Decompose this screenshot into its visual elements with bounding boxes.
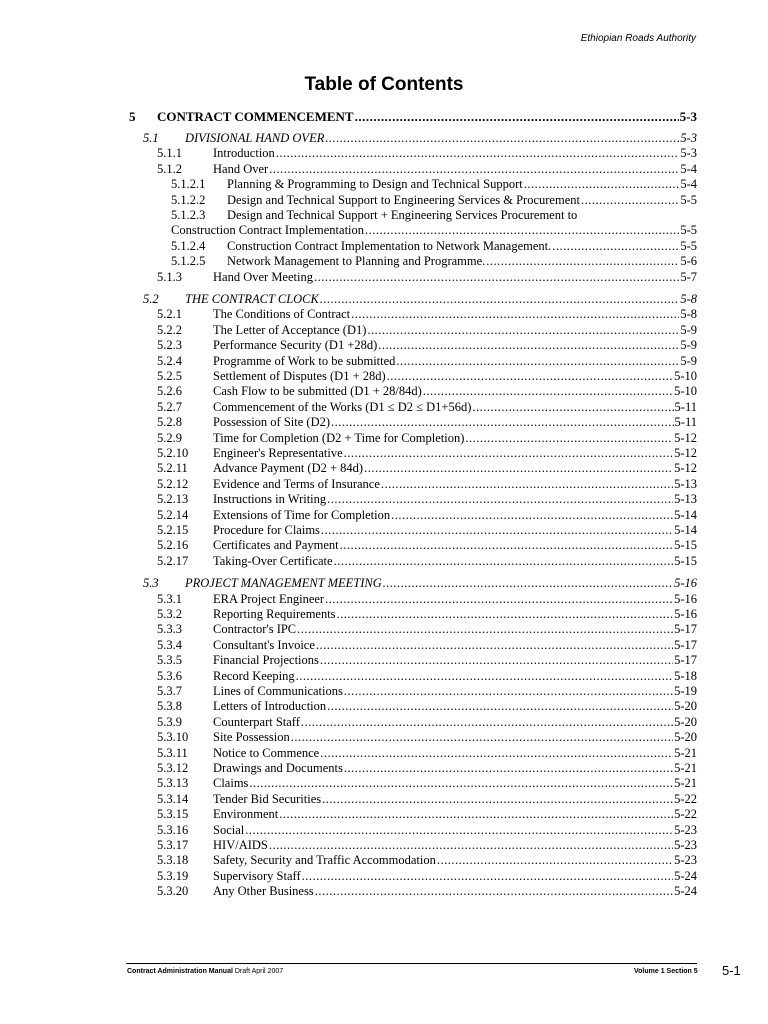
toc-page-number: 5-9 xyxy=(680,338,697,353)
toc-page-number: 5-18 xyxy=(674,668,697,683)
toc-leader-dots xyxy=(387,369,673,384)
toc-leader-dots xyxy=(383,576,673,591)
toc-number: 5.3.7 xyxy=(157,684,182,698)
organization-name: Ethiopian Roads Authority xyxy=(580,33,696,44)
toc-page-number: 5-12 xyxy=(674,430,697,445)
toc-page-number: 5-13 xyxy=(674,492,697,507)
toc-page-number: 5-16 xyxy=(674,591,697,606)
toc-page-number: 5-6 xyxy=(680,254,697,269)
toc-text: Record Keeping xyxy=(213,668,295,683)
toc-number: 5.2.17 xyxy=(157,553,189,568)
toc-leader-dots xyxy=(320,292,679,307)
toc-leader-dots xyxy=(322,792,673,807)
toc-text: Possession of Site (D2) xyxy=(213,415,331,430)
toc-entry[interactable] xyxy=(157,699,697,714)
toc-page-number: 5-19 xyxy=(674,684,697,698)
toc-number: 5.2.8 xyxy=(157,415,182,430)
toc-entry[interactable] xyxy=(157,477,697,492)
toc-number: 5.3.16 xyxy=(157,822,189,837)
toc-leader-dots xyxy=(581,193,679,208)
toc-number: 5.3.4 xyxy=(157,637,182,652)
toc-page-number: 5-5 xyxy=(680,238,697,253)
toc-entry[interactable] xyxy=(157,869,697,884)
toc-leader-dots xyxy=(279,807,673,822)
toc-number: 5.3.6 xyxy=(157,668,182,683)
toc-number: 5.3.2 xyxy=(157,607,182,621)
toc-leader-dots xyxy=(486,254,679,269)
toc-number: 5.1.2.2 xyxy=(171,192,206,207)
toc-text: Safety, Security and Traffic Accommodation xyxy=(213,853,436,868)
toc-leader-dots xyxy=(331,415,674,430)
toc-page-number: 5-14 xyxy=(674,523,697,537)
toc-entry[interactable] xyxy=(129,109,697,124)
footer-manual xyxy=(127,968,283,975)
toc-entry[interactable] xyxy=(157,415,697,430)
toc-text: Design and Technical Support to Engineering Services & Procurement xyxy=(227,192,580,207)
toc-leader-dots xyxy=(316,638,673,653)
toc-entry[interactable] xyxy=(143,576,697,591)
toc-text: Notice to Commence xyxy=(213,745,320,760)
toc-leader-dots xyxy=(365,223,679,238)
toc-text: Settlement of Disputes (D1 + 28d) xyxy=(213,369,386,383)
toc-text: Lines of Communications xyxy=(213,684,343,698)
toc-page-number: 5-23 xyxy=(674,838,697,852)
toc-text: Network Management to Planning and Programme. xyxy=(227,254,486,269)
toc-text-continued: Construction Contract Implementation xyxy=(171,223,365,238)
toc-text: Reporting Requirements xyxy=(213,607,336,621)
toc-number: 5.2.9 xyxy=(157,430,182,445)
toc-leader-dots xyxy=(325,592,673,607)
toc-entry[interactable] xyxy=(157,853,697,868)
toc-text: DIVISIONAL HAND OVER xyxy=(185,131,325,145)
toc-page-number: 5-24 xyxy=(674,868,697,883)
toc-text: Design and Technical Support + Engineering Services Procurement to xyxy=(227,208,578,222)
toc-text: Cash Flow to be submitted (D1 + 28/84d) xyxy=(213,384,422,399)
toc-leader-dots xyxy=(315,884,673,899)
toc-page-number: 5-4 xyxy=(680,161,697,176)
toc-entry-continuation[interactable] xyxy=(171,223,697,238)
page-title: Table of Contents xyxy=(304,74,464,95)
toc-entry[interactable] xyxy=(157,338,697,353)
toc-leader-dots xyxy=(391,508,673,523)
toc-number: 5.2.15 xyxy=(157,523,189,537)
toc-text: Supervisory Staff xyxy=(213,868,301,883)
toc-page-number: 5-22 xyxy=(674,807,697,822)
toc-page-number: 5-3 xyxy=(680,131,697,145)
toc-text: Time for Completion (D2 + Time for Completion) xyxy=(213,430,465,445)
toc-page-number: 5-3 xyxy=(680,146,697,161)
toc-number: 5.3.1 xyxy=(157,591,182,606)
toc-entry[interactable] xyxy=(157,554,697,569)
toc-number: 5.3.12 xyxy=(157,761,189,775)
toc-page-number: 5-12 xyxy=(674,461,697,476)
toc-leader-dots xyxy=(325,131,679,146)
toc-leader-dots xyxy=(269,162,679,177)
toc-entry[interactable] xyxy=(157,323,697,338)
toc-number: 5.3.14 xyxy=(157,791,189,806)
toc-text: Any Other Business xyxy=(213,884,314,899)
toc-text: ERA Project Engineer xyxy=(213,591,325,606)
toc-number: 5.2.14 xyxy=(157,507,189,522)
toc-entry[interactable] xyxy=(157,730,697,745)
toc-leader-dots xyxy=(437,853,673,868)
toc-entry[interactable] xyxy=(157,715,697,730)
toc-entry[interactable] xyxy=(157,523,697,538)
toc-text: Tender Bid Securities xyxy=(213,791,322,806)
toc-leader-dots xyxy=(297,622,673,637)
toc-page-number: 5-20 xyxy=(674,699,697,714)
toc-number: 5.1.2.4 xyxy=(171,238,206,253)
toc-entry[interactable] xyxy=(157,492,697,507)
toc-entry[interactable] xyxy=(157,354,697,369)
toc-number: 5.3.17 xyxy=(157,838,189,852)
toc-number: 5.1 xyxy=(143,131,159,145)
toc-entry[interactable] xyxy=(143,292,697,307)
toc-page-number: 5-3 xyxy=(679,109,697,124)
toc-page-number: 5-24 xyxy=(674,884,697,899)
toc-text: The Letter of Acceptance (D1) xyxy=(213,322,367,337)
toc-leader-dots xyxy=(344,446,673,461)
toc-page-number: 5-17 xyxy=(674,637,697,652)
toc-entry[interactable] xyxy=(157,369,697,384)
toc-page-number: 5-8 xyxy=(680,307,697,322)
toc-number: 5.1.1 xyxy=(157,146,182,161)
toc-number: 5.2.6 xyxy=(157,384,182,399)
toc-entry[interactable] xyxy=(157,669,697,684)
toc-text: Counterpart Staff xyxy=(213,714,300,729)
footer-page-number: 5-1 xyxy=(722,963,741,978)
toc-text: The Conditions of Contract xyxy=(213,307,351,322)
toc-entry[interactable] xyxy=(171,193,697,208)
footer-draft: Draft April 2007 xyxy=(234,968,284,975)
toc-page-number: 5-5 xyxy=(680,223,697,238)
toc-number: 5.2.3 xyxy=(157,338,182,353)
toc-leader-dots xyxy=(301,715,673,730)
toc-entry[interactable] xyxy=(157,384,697,399)
toc-page-number: 5-9 xyxy=(680,322,697,337)
toc-entry[interactable] xyxy=(157,761,697,776)
toc-page-number: 5-4 xyxy=(680,177,697,192)
toc-number: 5.2.2 xyxy=(157,322,182,337)
toc-text: Social xyxy=(213,822,245,837)
toc-number: 5.2.13 xyxy=(157,492,189,507)
toc-leader-dots xyxy=(340,538,673,553)
toc-entry[interactable] xyxy=(157,638,697,653)
toc-leader-dots xyxy=(249,776,673,791)
toc-page-number: 5-8 xyxy=(680,292,697,306)
toc-leader-dots xyxy=(276,146,680,161)
toc-entry[interactable] xyxy=(157,746,697,761)
toc-entry[interactable] xyxy=(171,239,697,254)
toc-number: 5.3.13 xyxy=(157,776,189,791)
toc-text: HIV/AIDS xyxy=(213,838,268,852)
toc-number: 5.3.8 xyxy=(157,699,182,714)
toc-entry[interactable] xyxy=(143,131,697,146)
toc-entry[interactable] xyxy=(157,146,697,161)
toc-entry[interactable] xyxy=(157,162,697,177)
toc-number: 5.3.19 xyxy=(157,868,189,883)
toc-page-number: 5-16 xyxy=(674,607,697,621)
toc-text: Hand Over Meeting xyxy=(213,269,313,284)
toc-entry[interactable] xyxy=(157,807,697,822)
toc-text: PROJECT MANAGEMENT MEETING xyxy=(185,576,382,591)
toc-page-number: 5-11 xyxy=(674,415,697,430)
toc-text: Claims xyxy=(213,776,249,791)
toc-leader-dots xyxy=(296,669,674,684)
toc-page-number: 5-12 xyxy=(674,446,697,460)
toc-number: 5.1.3 xyxy=(157,269,182,284)
toc-number: 5.3.9 xyxy=(157,714,182,729)
toc-leader-dots xyxy=(344,761,673,776)
toc-leader-dots xyxy=(337,607,674,622)
toc-page-number: 5-9 xyxy=(680,353,697,368)
toc-leader-dots xyxy=(367,323,679,338)
toc-page-number: 5-17 xyxy=(674,653,697,668)
toc-leader-dots xyxy=(364,461,673,476)
toc-number: 5.1.2.3 xyxy=(171,208,206,222)
toc-leader-dots xyxy=(552,239,679,254)
toc-entry[interactable] xyxy=(157,884,697,899)
toc-number: 5.2.1 xyxy=(157,307,182,322)
toc-number: 5.1.2.5 xyxy=(171,254,206,269)
toc-page-number: 5-15 xyxy=(674,538,697,553)
toc-entry[interactable] xyxy=(171,254,697,269)
toc-page-number: 5-17 xyxy=(674,622,697,637)
toc-number: 5.2.11 xyxy=(157,461,188,476)
toc-text: Environment xyxy=(213,807,279,822)
toc-leader-dots xyxy=(524,177,680,192)
toc-entry[interactable] xyxy=(157,684,697,699)
toc-page-number: 5-23 xyxy=(674,853,697,868)
toc-entry[interactable] xyxy=(157,653,697,668)
toc-text: Letters of Introduction xyxy=(213,699,327,714)
toc-leader-dots xyxy=(327,699,673,714)
toc-page-number: 5-23 xyxy=(674,822,697,837)
toc-text: Performance Security (D1 +28d) xyxy=(213,338,378,353)
toc-entry[interactable] xyxy=(157,538,697,553)
toc-number: 5.3.11 xyxy=(157,745,188,760)
toc-entry[interactable] xyxy=(171,177,697,192)
toc-leader-dots xyxy=(320,746,673,761)
toc-text: Evidence and Terms of Insurance xyxy=(213,476,380,491)
toc-leader-dots xyxy=(465,431,673,446)
toc-text: THE CONTRACT CLOCK xyxy=(185,292,319,306)
toc-leader-dots xyxy=(245,823,673,838)
toc-text: Introduction xyxy=(213,146,275,161)
toc-entry[interactable] xyxy=(157,792,697,807)
toc-page-number: 5-21 xyxy=(674,776,697,791)
toc-text: Advance Payment (D2 + 84d) xyxy=(213,461,364,476)
footer-volume: Volume 1 Section 5 xyxy=(634,968,698,975)
toc-entry[interactable] xyxy=(157,838,697,853)
toc-leader-dots xyxy=(423,384,673,399)
toc-page-number: 5-10 xyxy=(674,369,697,383)
toc-number: 5.2.5 xyxy=(157,369,182,383)
toc-page-number: 5-13 xyxy=(674,476,697,491)
toc-text: Commencement of the Works (D1 ≤ D2 ≤ D1+56d) xyxy=(213,399,472,414)
toc-entry-wrapped[interactable] xyxy=(171,208,577,223)
toc-page-number: 5-20 xyxy=(674,730,697,745)
toc-text: Hand Over xyxy=(213,161,269,176)
toc-number: 5 xyxy=(129,109,136,124)
toc-number: 5.2.7 xyxy=(157,399,182,414)
toc-number: 5.1.2.1 xyxy=(171,177,206,192)
toc-text: Drawings and Documents xyxy=(213,761,343,775)
toc-entry[interactable] xyxy=(157,307,697,322)
toc-leader-dots xyxy=(351,307,679,322)
toc-entry[interactable] xyxy=(157,592,697,607)
toc-leader-dots xyxy=(314,270,679,285)
toc-entry[interactable] xyxy=(157,607,697,622)
toc-text: Engineer's Representative xyxy=(213,446,343,460)
toc-number: 5.2.16 xyxy=(157,538,189,553)
toc-text: Financial Projections xyxy=(213,653,319,668)
toc-leader-dots xyxy=(320,653,673,668)
toc-page-number: 5-15 xyxy=(674,553,697,568)
toc-leader-dots xyxy=(355,109,679,124)
toc-leader-dots xyxy=(472,400,673,415)
toc-number: 5.3.10 xyxy=(157,730,189,745)
toc-text: Programme of Work to be submitted xyxy=(213,353,396,368)
toc-text: Procedure for Claims xyxy=(213,523,320,537)
toc-text: Instructions in Writing xyxy=(213,492,327,507)
toc-leader-dots xyxy=(396,354,679,369)
toc-entry[interactable] xyxy=(157,508,697,523)
toc-text: Certificates and Payment xyxy=(213,538,339,553)
toc-text: Extensions of Time for Completion xyxy=(213,507,391,522)
toc-entry[interactable] xyxy=(157,270,697,285)
toc-page-number: 5-22 xyxy=(674,791,697,806)
toc-leader-dots xyxy=(327,492,673,507)
toc-text: CONTRACT COMMENCEMENT xyxy=(157,109,354,124)
toc-leader-dots xyxy=(378,338,679,353)
toc-number: 5.2.4 xyxy=(157,353,182,368)
toc-number: 5.3.18 xyxy=(157,853,189,868)
toc-entry[interactable] xyxy=(157,622,697,637)
toc-page-number: 5-11 xyxy=(674,399,697,414)
toc-leader-dots xyxy=(291,730,673,745)
toc-page-number: 5-5 xyxy=(680,192,697,207)
footer-manual-title: Contract Administration Manual xyxy=(127,968,233,975)
toc-number: 5.3.20 xyxy=(157,884,189,899)
toc-text: Site Possession xyxy=(213,730,290,745)
toc-leader-dots xyxy=(321,523,673,538)
toc-entry[interactable] xyxy=(157,823,697,838)
toc-number: 5.1.2 xyxy=(157,161,182,176)
toc-text: Construction Contract Implementation to Network Management. xyxy=(227,238,552,253)
footer-divider xyxy=(126,963,697,964)
toc-page-number: 5-7 xyxy=(680,269,697,284)
toc-page-number: 5-21 xyxy=(674,745,697,760)
toc-entry[interactable] xyxy=(157,446,697,461)
toc-number: 5.3.5 xyxy=(157,653,182,668)
toc-text: Contractor's IPC xyxy=(213,622,297,637)
toc-leader-dots xyxy=(302,869,673,884)
toc-number: 5.3.3 xyxy=(157,622,182,637)
toc-page-number: 5-21 xyxy=(674,761,697,775)
toc-text: Consultant's Invoice xyxy=(213,637,315,652)
toc-leader-dots xyxy=(269,838,673,853)
toc-page-number: 5-16 xyxy=(674,576,697,591)
toc-page-number: 5-10 xyxy=(674,384,697,399)
toc-number: 5.2.10 xyxy=(157,446,189,460)
toc-number: 5.2 xyxy=(143,292,159,306)
toc-number: 5.2.12 xyxy=(157,476,189,491)
toc-entry[interactable] xyxy=(157,461,697,476)
toc-leader-dots xyxy=(344,684,673,699)
toc-entry[interactable] xyxy=(157,776,697,791)
toc-leader-dots xyxy=(381,477,673,492)
toc-text: Planning & Programming to Design and Technical Support xyxy=(227,177,523,192)
toc-text: Taking-Over Certificate xyxy=(213,553,333,568)
toc-number: 5.3 xyxy=(143,576,159,591)
toc-page-number: 5-20 xyxy=(674,714,697,729)
toc-page-number: 5-14 xyxy=(674,507,697,522)
toc-leader-dots xyxy=(334,554,674,569)
toc-number: 5.3.15 xyxy=(157,807,189,822)
toc-entry[interactable] xyxy=(157,400,697,415)
toc-entry[interactable] xyxy=(157,431,697,446)
